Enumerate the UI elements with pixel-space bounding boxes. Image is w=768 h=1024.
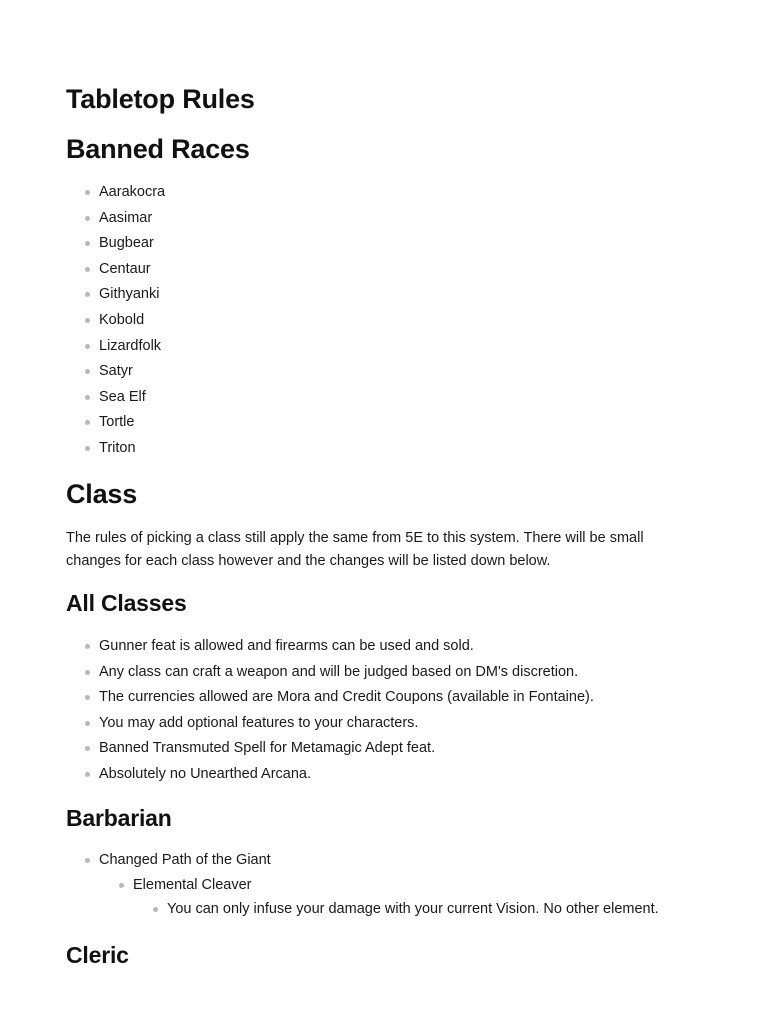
- nested-list-item: [167, 900, 659, 925]
- bullet-icon: [85, 318, 90, 323]
- barbarian-list: [99, 851, 659, 925]
- list-item-label: Centaur: [99, 260, 151, 277]
- list-item-label: You may add optional features to your characters.: [99, 714, 419, 731]
- bullet-icon: [85, 241, 90, 246]
- nested-list-item: [133, 876, 659, 901]
- list-item: [99, 285, 165, 311]
- banned-races-list: [99, 183, 165, 465]
- list-item-label: Tortle: [99, 414, 135, 431]
- list-item-label: Elemental Cleaver: [133, 876, 252, 893]
- bullet-icon: [85, 772, 90, 777]
- list-item-label: Gunner feat is allowed and firearms can be used and sold.: [99, 638, 474, 654]
- barbarian-heading: Barbarian: [66, 805, 172, 831]
- list-item-label: Any class can craft a weapon and will be judged based on DM's discretion.: [99, 663, 579, 680]
- list-item: [99, 765, 594, 791]
- list-item: [99, 413, 165, 439]
- bullet-icon: [85, 446, 90, 451]
- bullet-icon: [85, 670, 90, 675]
- list-item-label: Changed Path of the Giant: [99, 852, 271, 868]
- bullet-icon: [85, 369, 90, 374]
- bullet-icon: [85, 721, 90, 726]
- bullet-icon: [85, 344, 90, 349]
- cleric-heading: Cleric: [66, 942, 129, 968]
- page-title: Tabletop Rules: [66, 84, 255, 114]
- bullet-icon: [85, 267, 90, 272]
- all-classes-heading: All Classes: [66, 590, 187, 616]
- list-item-label: Lizardfolk: [99, 337, 162, 354]
- list-item-label: You can only infuse your damage with your current Vision. No other element.: [167, 901, 659, 917]
- list-item-label: Aarakocra: [99, 184, 166, 200]
- list-item: [99, 234, 165, 260]
- list-item: [99, 209, 165, 235]
- list-item: [99, 388, 165, 414]
- list-item-label: Kobold: [99, 311, 145, 328]
- list-item-label: Absolutely no Unearthed Arcana.: [99, 765, 311, 782]
- list-item: [99, 439, 165, 465]
- bullet-icon: [85, 190, 90, 195]
- bullet-icon: [85, 858, 90, 863]
- class-paragraph: The rules of picking a class still apply the same from 5E to this system. There will be small changes for each class however and the changes will be listed down below.: [66, 530, 644, 569]
- list-item-label: Banned Transmuted Spell for Metamagic Adept feat.: [99, 740, 436, 757]
- list-item: [99, 260, 165, 286]
- list-item: [99, 362, 165, 388]
- list-item: [99, 183, 165, 209]
- list-item: [99, 688, 594, 714]
- bullet-icon: [85, 746, 90, 751]
- list-item: [99, 637, 594, 663]
- bullet-icon: [85, 292, 90, 297]
- all-classes-list: [99, 637, 594, 791]
- bullet-icon: [85, 420, 90, 425]
- class-heading: Class: [66, 479, 138, 509]
- bullet-icon: [85, 216, 90, 221]
- list-item-label: Aasimar: [99, 209, 153, 226]
- list-item-label: The currencies allowed are Mora and Credit Coupons (available in Fontaine).: [99, 689, 594, 706]
- list-item-label: Sea Elf: [99, 388, 146, 405]
- bullet-icon: [119, 883, 124, 888]
- bullet-icon: [85, 395, 90, 400]
- list-item-label: Triton: [99, 439, 136, 456]
- list-item: [99, 714, 594, 740]
- bullet-icon: [85, 695, 90, 700]
- list-item: [99, 311, 165, 337]
- list-item: [99, 337, 165, 363]
- list-item: [99, 739, 594, 765]
- bullet-icon: [153, 907, 158, 912]
- list-item: [99, 663, 594, 689]
- list-item-label: Githyanki: [99, 286, 160, 303]
- banned-races-heading: Banned Races: [66, 134, 250, 164]
- list-item-label: Bugbear: [99, 235, 154, 252]
- list-item-label: Satyr: [99, 363, 133, 380]
- list-item: [99, 851, 659, 876]
- bullet-icon: [85, 644, 90, 649]
